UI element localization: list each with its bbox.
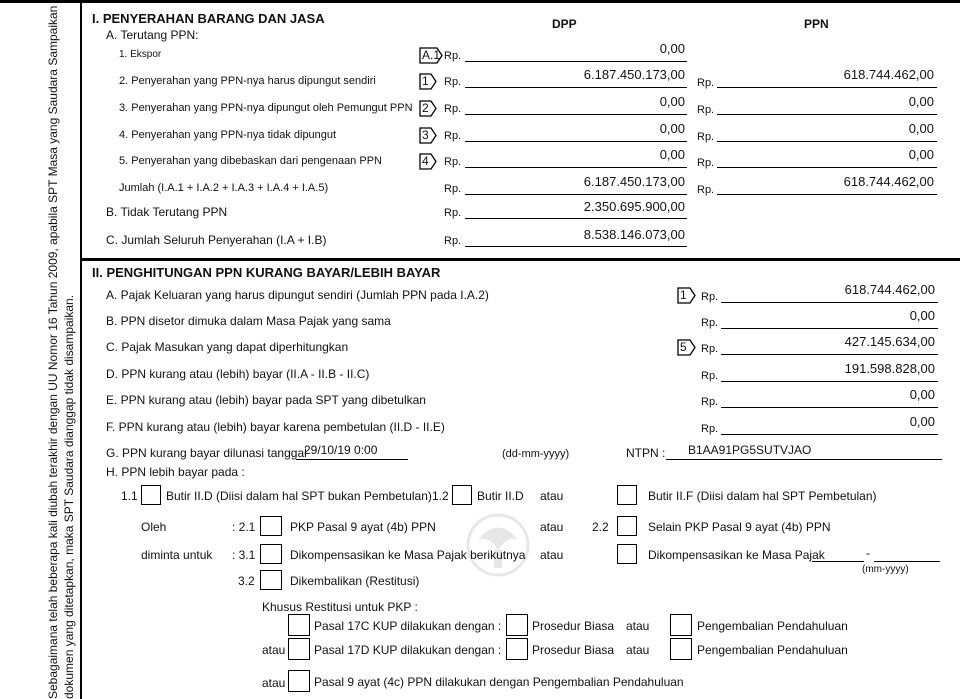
s1-row-rp-dpp: Rp. [444, 103, 462, 115]
s1-row-code-label: 2 [422, 101, 429, 115]
p17d-checkbox[interactable] [288, 638, 310, 660]
s1-row-code-label: 4 [422, 154, 429, 168]
s1-row-ppn-value[interactable]: 0,00 [908, 121, 934, 136]
h-label: H. PPN lebih bayar pada : [106, 465, 245, 479]
left-frame-line [80, 0, 82, 699]
s1-row-rp-dpp: Rp. [444, 50, 462, 62]
s1-row-dpp-value[interactable]: 0,00 [659, 94, 685, 109]
s2-row-value[interactable]: 0,00 [909, 414, 935, 429]
s1-row-code [419, 47, 443, 64]
atau-6: atau [626, 643, 650, 657]
h22-checkbox[interactable] [617, 516, 637, 536]
s2-row-label: E. PPN kurang atau (lebih) bayar pada SPT yang dibetulkan [106, 393, 426, 407]
masa-month-line [812, 548, 864, 562]
s2-row-label: C. Pajak Masukan yang dapat diperhitungkan [106, 340, 349, 354]
s1-row-rp-ppn: Rp. [697, 131, 715, 143]
h12-number: 1.2 [432, 489, 449, 503]
p17d-text: Pasal 17D KUP dilakukan dengan : [314, 643, 502, 657]
masa-dash: - [866, 546, 870, 560]
s1-row-dpp-value[interactable]: 6.187.450.173,00 [583, 67, 685, 82]
atau-1: atau [540, 489, 564, 503]
s2-row-code [677, 287, 696, 304]
p17c-pengembalian-checkbox[interactable] [670, 614, 692, 636]
atau-7: atau [262, 676, 286, 690]
masa-year-line [874, 548, 940, 562]
p17d-prosedur-text: Prosedur Biasa [532, 643, 615, 657]
garuda-watermark-icon [458, 505, 538, 585]
s2-row-code-label: 5 [680, 340, 687, 354]
h31b-text: Dikompensasikan ke Masa Pajak [648, 548, 825, 562]
s1-row-ppn-value[interactable]: 0,00 [908, 147, 934, 162]
s1-row-label: 4. Penyerahan yang PPN-nya tidak dipungut [119, 129, 337, 141]
s1-row-code-label: 3 [422, 128, 429, 142]
s1-row-code [419, 73, 437, 90]
h32-text: Dikembalikan (Restitusi) [290, 574, 420, 588]
s1-row-label: 2. Penyerahan yang PPN-nya harus dipungut sendiri [119, 75, 376, 87]
s1-row-code [419, 127, 437, 144]
s1-row-rp-ppn: Rp. [697, 184, 715, 196]
s1-row-label: 3. Penyerahan yang PPN-nya dipungut oleh Pemungut PPN [119, 102, 413, 114]
atau-2: atau [540, 520, 564, 534]
s2-row-rp: Rp. [701, 396, 719, 408]
h32-checkbox[interactable] [260, 570, 282, 590]
ntpn-value[interactable]: B1AA91PG5SUTVJAO [688, 443, 812, 457]
p17c-checkbox[interactable] [288, 614, 310, 636]
s1-row-dpp-value[interactable]: 6.187.450.173,00 [583, 174, 685, 189]
n22-label: 2.2 [592, 520, 609, 534]
b-label: B. Tidak Terutang PPN [106, 205, 228, 219]
p17d-pengembalian-checkbox[interactable] [670, 638, 692, 660]
s1-row-rp-dpp: Rp. [444, 76, 462, 88]
c-dpp-value[interactable]: 8.538.146.073,00 [583, 227, 685, 242]
s1-row-dpp-value[interactable]: 0,00 [659, 147, 685, 162]
s1-row-rp-dpp: Rp. [444, 183, 462, 195]
s2-row-value[interactable]: 427.145.634,00 [844, 334, 935, 349]
c-label: C. Jumlah Seluruh Penyerahan (I.A + I.B) [106, 233, 327, 247]
h21-text: PKP Pasal 9 ayat (4b) PPN [290, 520, 436, 534]
s1-row-ppn-value[interactable]: 618.744.462,00 [843, 67, 934, 82]
h11-text: Butir II.D (Diisi dalam hal SPT bukan Pembetulan) [166, 489, 432, 503]
h31-text: Dikompensasikan ke Masa Pajak berikutnya [290, 548, 526, 562]
p17d-pengembalian-text: Pengembalian Pendahuluan [697, 643, 848, 657]
diminta-label: diminta untuk [141, 548, 213, 562]
g-date-format: (dd-mm-yyyy) [502, 448, 570, 460]
s1-row-dpp-value[interactable]: 0,00 [659, 121, 685, 136]
s2-row-rp: Rp. [701, 291, 719, 303]
h31b-checkbox[interactable] [617, 544, 637, 564]
s1-row-rp-dpp: Rp. [444, 130, 462, 142]
s2-row-code [677, 339, 696, 356]
s1-row-rp-ppn: Rp. [697, 157, 715, 169]
s1-row-ppn-value[interactable]: 0,00 [908, 94, 934, 109]
g-label: G. PPN kurang bayar dilunasi tanggal [106, 446, 307, 460]
atau-5: atau [262, 643, 286, 657]
s1-row-rp-ppn: Rp. [697, 77, 715, 89]
s2-row-label: D. PPN kurang atau (lebih) bayar (II.A - II.B - II.C) [106, 367, 370, 381]
side-note-line2: dokumen yang ditetapkan, maka SPT Saudara dianggap tidak disampaikan. [62, 294, 76, 699]
s1-row-code-label: A.1 [422, 48, 441, 62]
s2-row-code-label: 1 [680, 288, 687, 302]
s1-row-dpp-value[interactable]: 0,00 [659, 41, 685, 56]
s2-row-value[interactable]: 0,00 [909, 387, 935, 402]
s2-row-value[interactable]: 191.598.828,00 [844, 361, 935, 376]
s1-row-ppn-value[interactable]: 618.744.462,00 [843, 174, 934, 189]
section2-title: II. PENGHITUNGAN PPN KURANG BAYAR/LEBIH BAYAR [92, 265, 441, 280]
p17c-pengembalian-text: Pengembalian Pendahuluan [697, 619, 848, 633]
side-note-line1: Sebagaimana telah beberapa kali diubah terakhir dengan UU Nomor 16 Tahun 2009, apabila SPT Masa yang Saudara Sampaikan [46, 5, 60, 699]
s2-row-value[interactable]: 618.744.462,00 [844, 282, 935, 297]
atau-4: atau [626, 619, 650, 633]
h11-number: 1.1 [121, 489, 138, 503]
b-rp: Rp. [444, 207, 462, 219]
s2-row-rp: Rp. [701, 370, 719, 382]
masa-format: (mm-yyyy) [862, 564, 909, 575]
s1-row-code-label: 1 [422, 74, 429, 88]
s2-row-label: B. PPN disetor dimuka dalam Masa Pajak yang sama [106, 314, 391, 328]
s1-row-label: 5. Penyerahan yang dibebaskan dari pengenaan PPN [119, 155, 382, 167]
h1f-text: Butir II.F (Diisi dalam hal SPT Pembetulan) [648, 489, 877, 503]
section1-title: I. PENYERAHAN BARANG DAN JASA [92, 11, 325, 26]
h22-text: Selain PKP Pasal 9 ayat (4b) PPN [648, 520, 831, 534]
h1f-checkbox[interactable] [617, 485, 637, 505]
p9-text: Pasal 9 ayat (4c) PPN dilakukan dengan Pengembalian Pendahuluan [314, 675, 684, 689]
col-ppn-header: PPN [804, 17, 829, 31]
g-date-value[interactable]: 29/10/19 0:00 [304, 443, 378, 457]
s1-row-label: Jumlah (I.A.1 + I.A.2 + I.A.3 + I.A.4 + I.A.5) [119, 182, 329, 194]
col-dpp-header: DPP [552, 17, 577, 31]
h12-text: Butir II.D [477, 489, 524, 503]
top-border [0, 0, 960, 3]
p17c-prosedur-checkbox[interactable] [506, 614, 528, 636]
ntpn-label: NTPN : [626, 446, 666, 460]
n32-label: 3.2 [238, 574, 255, 588]
p17c-prosedur-text: Prosedur Biasa [532, 619, 615, 633]
h21-checkbox[interactable] [260, 516, 282, 536]
a-label: A. Terutang PPN: [106, 28, 199, 42]
s2-row-rp: Rp. [701, 423, 719, 435]
s1-row-rp-dpp: Rp. [444, 156, 462, 168]
s1-row-rp-ppn: Rp. [697, 104, 715, 116]
s2-row-rp: Rp. [701, 317, 719, 329]
n31-label: : 3.1 [232, 548, 256, 562]
c-rp: Rp. [444, 235, 462, 247]
h11-checkbox[interactable] [141, 485, 161, 505]
atau-3: atau [540, 548, 564, 562]
p17c-text: Pasal 17C KUP dilakukan dengan : [314, 619, 502, 633]
s2-row-label: A. Pajak Keluaran yang harus dipungut sendiri (Jumlah PPN pada I.A.2) [106, 288, 489, 302]
b-dpp-value[interactable]: 2.350.695.900,00 [583, 199, 685, 214]
s2-row-label: F. PPN kurang atau (lebih) bayar karena pembetulan (II.D - II.E) [106, 420, 445, 434]
s1-row-code [419, 153, 437, 170]
p9-checkbox[interactable] [288, 670, 310, 692]
n21-label: : 2.1 [232, 520, 256, 534]
p17d-prosedur-checkbox[interactable] [506, 638, 528, 660]
khusus-label: Khusus Restitusi untuk PKP : [262, 600, 418, 614]
s1-row-code [419, 100, 437, 117]
h12-checkbox[interactable] [452, 485, 472, 505]
section-divider [80, 258, 960, 261]
h31-checkbox[interactable] [260, 544, 282, 564]
s2-row-rp: Rp. [701, 343, 719, 355]
oleh-label: Oleh [141, 520, 167, 534]
s2-row-value[interactable]: 0,00 [909, 308, 935, 323]
s1-row-label: 1. Ekspor [119, 49, 162, 60]
